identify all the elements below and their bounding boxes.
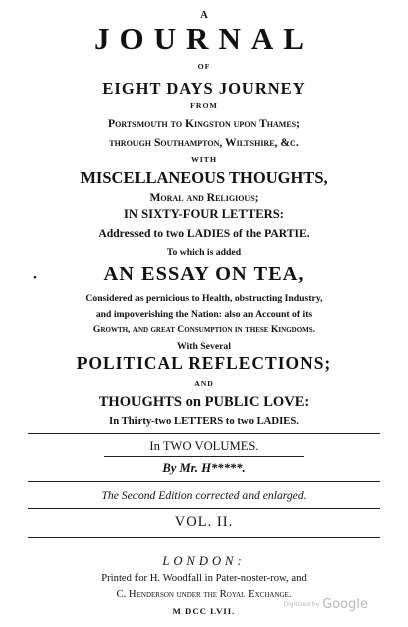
heading-miscellaneous: MISCELLANEOUS THOUGHTS, <box>80 168 328 187</box>
route-line: Portsmouth to Kingston upon Thames; <box>108 117 300 130</box>
considered-line: Considered as pernicious to Health, obstructing Industry, <box>85 293 323 304</box>
word-from: FROM <box>190 101 218 110</box>
heading-journal: JOURNAL <box>93 21 315 56</box>
heading-eight-days: EIGHT DAYS JOURNEY <box>102 79 306 98</box>
moral-line: Moral and Religious; <box>149 191 259 204</box>
several-line: With Several <box>177 341 231 352</box>
rule-5 <box>28 537 380 538</box>
heading-essay-on-tea: AN ESSAY ON TEA, <box>103 263 305 285</box>
google-watermark <box>283 597 368 612</box>
word-of: OF <box>197 62 211 71</box>
growth-line: Growth, and great Consumption in these Kingdoms. <box>92 324 316 335</box>
rule-2 <box>104 456 304 457</box>
rule-4 <box>28 508 380 509</box>
article-a: A <box>200 9 208 21</box>
imprint-henderson: C. Henderson under the Royal Exchange. <box>116 588 292 600</box>
imprint-printed: Printed for H. Woodfall in Pater-noster-row, and <box>101 572 307 584</box>
imprint-date: M DCC LVII. <box>172 606 236 616</box>
heading-political: POLITICAL REFLECTIONS; <box>76 353 332 373</box>
impoverishing-line: and impoverishing the Nation: also an Account of its <box>95 309 313 320</box>
added-line: To which is added <box>166 247 242 258</box>
word-with: WITH <box>191 155 217 164</box>
author-line: By Mr. H*****. <box>162 461 246 475</box>
addressed-line: Addressed to two LADIES of the PARTIE. <box>98 227 310 240</box>
rule-1 <box>28 433 380 434</box>
through-line: through Southampton, Wiltshire, &c. <box>109 136 299 149</box>
imprint-london: LONDON: <box>162 554 246 568</box>
rule-3 <box>28 481 380 482</box>
volume-number: VOL. II. <box>174 514 234 530</box>
edition-line: The Second Edition corrected and enlarged. <box>101 489 307 502</box>
heading-thoughts: THOUGHTS on PUBLIC LOVE: <box>98 394 310 410</box>
two-volumes: In TWO VOLUMES. <box>149 439 259 453</box>
watermark-brand: Google <box>322 597 368 612</box>
thirty-two-line: In Thirty-two LETTERS to two LADIES. <box>109 415 299 427</box>
sixty-four-letters: IN SIXTY-FOUR LETTERS: <box>124 207 284 221</box>
bullet-mark: • <box>33 272 37 284</box>
word-and: AND <box>194 379 214 388</box>
watermark-digitized: Digitized by <box>283 601 320 608</box>
